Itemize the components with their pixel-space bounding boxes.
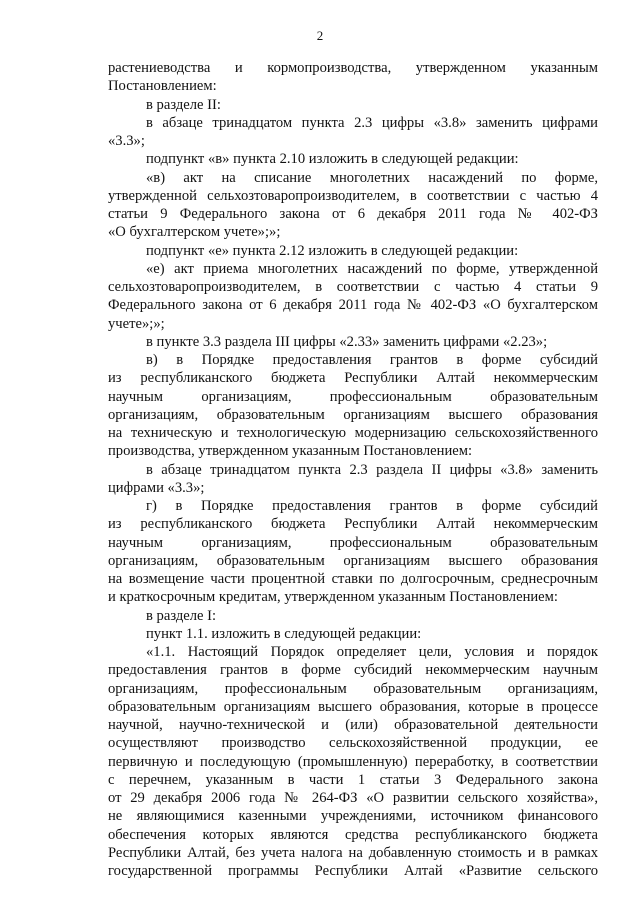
- text-line: сельхозтоваропроизводителем, в соответствии с частью 4 статьи 9: [108, 279, 598, 295]
- text-line: государственной программы Республики Алтай «Развитие сельского: [108, 863, 598, 879]
- text-line: в разделе I:: [146, 607, 217, 624]
- text-line: научным организациям, профессиональным образовательным: [108, 534, 598, 551]
- text-line: в абзаце тринадцатом пункта 2.3 раздела II цифры «3.8» заменить: [146, 461, 598, 478]
- text-line: подпункт «е» пункта 2.12 изложить в следующей редакции:: [146, 242, 519, 259]
- text-line: обеспечения которых являются средства республиканского бюджета: [108, 826, 598, 843]
- text-line: научной, научно-технической и (или) образовательной деятельности: [108, 717, 598, 733]
- text-line: производства, утвержденном указанным Постановлением:: [108, 443, 473, 460]
- text-line: Федерального закона от 6 декабря 2011 года № 402-ФЗ «О бухгалтерском: [108, 297, 598, 314]
- text-line: учете»;»;: [108, 315, 165, 332]
- text-line: цифрами «3.3»;: [108, 479, 205, 496]
- text-line: утвержденной сельхозтоваропроизводителем, в соответствии с частью 4: [108, 187, 598, 204]
- text-line: Республики Алтай, без учета налога на добавленную стоимость и в рамках: [108, 844, 598, 861]
- text-line: в разделе II:: [146, 96, 221, 113]
- text-line: из республиканского бюджета Республики Алтай некоммерческим: [108, 516, 598, 533]
- text-line: на техническую и технологическую модернизацию сельскохозяйственного: [108, 425, 598, 441]
- text-line: организациям, образовательным организациям высшего образования: [108, 552, 598, 569]
- text-line: «1.1. Настоящий Порядок определяет цели, условия и порядок: [146, 644, 598, 660]
- text-line: «3.3»;: [108, 133, 145, 149]
- page-number: 2: [316, 28, 324, 43]
- text-line: организациям, профессиональным образовательным организациям,: [108, 680, 598, 697]
- text-line: в абзаце тринадцатом пункта 2.3 цифры «3.8» заменить цифрами: [146, 114, 598, 131]
- text-line: Постановлением:: [108, 78, 217, 95]
- text-line: с перечнем, указанным в части 1 статьи 3 Федерального закона: [108, 771, 598, 788]
- text-line: осуществляют производство сельскохозяйственной продукции, ее: [108, 735, 598, 752]
- text-line: растениеводства и кормопроизводства, утвержденном указанным: [108, 60, 598, 76]
- text-line: и краткосрочным кредитам, утвержденном указанным Постановлением:: [108, 589, 558, 606]
- text-line: в) в Порядке предоставления грантов в форме субсидий: [146, 352, 598, 368]
- text-line: не являющимися казенными учреждениями, источником финансового: [108, 808, 598, 825]
- text-line: из республиканского бюджета Республики Алтай некоммерческим: [108, 370, 598, 387]
- text-line: в пункте 3.3 раздела III цифры «2.33» заменить цифрами «2.23»;: [146, 333, 548, 350]
- text-line: образовательным организациям высшего образования, которые в процессе: [108, 698, 598, 715]
- text-line: «е) акт приема многолетних насаждений по форме, утвержденной: [146, 260, 598, 277]
- text-line: от 29 декабря 2006 года № 264-ФЗ «О развитии сельского хозяйства»,: [108, 790, 598, 806]
- text-line: «О бухгалтерском учете»;»;: [108, 224, 281, 241]
- text-line: организациям, образовательным организациям высшего образования: [108, 406, 598, 423]
- text-line: первичную и последующую (промышленную) переработку, в соответствии: [108, 753, 598, 770]
- text-line: на возмещение части процентной ставки по долгосрочным, среднесрочным: [108, 571, 598, 587]
- document-body: [108, 59, 598, 880]
- text-line: пункт 1.1. изложить в следующей редакции:: [146, 625, 422, 642]
- text-line: подпункт «в» пункта 2.10 изложить в следующей редакции:: [146, 151, 519, 168]
- text-line: г) в Порядке предоставления грантов в форме субсидий: [146, 498, 598, 514]
- text-line: предоставления грантов в форме субсидий некоммерческим научным: [108, 662, 598, 679]
- text-line: статьи 9 Федерального закона от 6 декабря 2011 года № 402-ФЗ: [108, 206, 598, 222]
- text-line: «в) акт на списание многолетних насаждений по форме,: [146, 169, 598, 186]
- text-line: научным организациям, профессиональным образовательным: [108, 388, 598, 405]
